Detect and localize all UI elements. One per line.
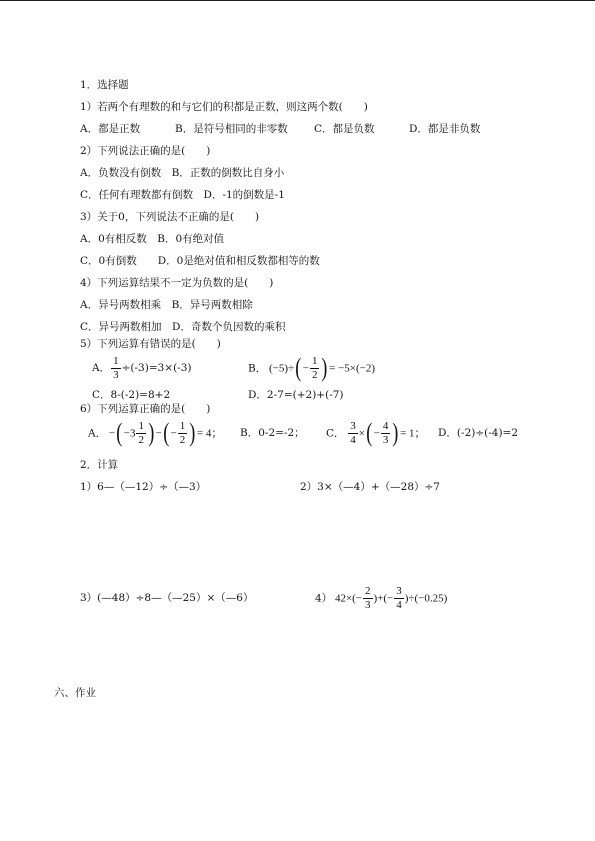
q6-a-frac2-num: 1	[179, 419, 186, 432]
q6-a-label: A．	[88, 427, 107, 440]
q5-a-label: A．	[92, 362, 111, 374]
q5-stem: 5）下列运算有错误的是( )	[80, 338, 221, 350]
q5-b-paren-close: )	[321, 353, 328, 383]
q6-c-paren-open: (	[366, 418, 373, 448]
page-top-border	[0, 0, 595, 1]
calc-p4-fraction2	[394, 586, 404, 611]
calc-p4-fraction1	[363, 586, 373, 611]
q6-c-minus: −	[373, 427, 380, 440]
q5-a-frac-num: 1	[113, 354, 119, 367]
q6-a-result: = 4	[196, 427, 212, 440]
q6-a-sep: ；	[211, 427, 223, 440]
q5-a-fraction	[111, 356, 121, 381]
q6-c-frac1-den: 4	[350, 433, 356, 446]
q6-option-a	[88, 418, 222, 448]
q5-b-right: = −5×(−2)	[329, 362, 375, 375]
q3-options-line2: C．0有倒数 D．0是绝对值和相反数都相等的数	[80, 255, 320, 267]
q6-c-paren-close: )	[392, 418, 399, 448]
q4-options-line1: A．异号两数相乘 B．异号两数相除	[80, 299, 253, 311]
q2-options-line2: C．任何有理数都有倒数 D．-1的倒数是-1	[80, 189, 285, 201]
q1-option-a: A．都是正数	[80, 123, 141, 135]
section1-title: 1．选择题	[80, 79, 129, 91]
q5-option-b	[248, 354, 375, 382]
calc-p4-frac1-den: 3	[365, 598, 371, 611]
q3-options-line1: A．0有相反数 B．0有绝对值	[80, 233, 225, 245]
q6-c-fraction1	[348, 421, 358, 446]
q6-c-label: C．	[326, 427, 345, 440]
q1-option-b: B．是符号相同的非零数	[175, 123, 288, 135]
q6-a-frac2-den: 2	[179, 433, 186, 446]
q6-a-frac1-den: 2	[138, 433, 144, 446]
q6-c-fraction2	[381, 421, 391, 446]
q1-option-c: C．都是负数	[314, 123, 375, 135]
q5-option-c: C．8-(-2)=8+2	[92, 389, 171, 401]
calc-problem-1: 1）6—（—12）÷（—3）	[80, 481, 207, 493]
calc-problem-4	[315, 583, 447, 613]
q5-b-minus: −	[302, 362, 309, 375]
q6-a-frac1-num: 1	[138, 419, 144, 432]
q6-a-int: −3	[123, 427, 136, 440]
q5-b-paren-open: (	[295, 353, 302, 383]
calc-p4-part-b: )+(−	[373, 592, 394, 605]
calc-problem-2: 2）3×（—4）+（—28）÷7	[300, 481, 440, 493]
q2-options-line1: A．负数没有倒数 B．正数的倒数比自身小	[80, 167, 285, 179]
q6-c-frac2-den: 3	[382, 433, 389, 446]
q6-a-fraction2	[178, 421, 188, 446]
q5-b-frac-num: 1	[311, 354, 318, 367]
q5-b-fraction	[310, 356, 320, 381]
q6-c-result: = 1	[400, 427, 415, 440]
q4-options-line2: C．异号两数相加 D．奇数个负因数的乘积	[80, 321, 286, 333]
q6-c-frac2-num: 4	[382, 419, 389, 432]
q6-a-prefix: −	[108, 427, 116, 440]
q6-c-times: ×	[358, 427, 366, 440]
q6-a-paren1-open: (	[116, 418, 123, 448]
q5-option-a	[92, 354, 192, 382]
section6-title: 六、作业	[54, 687, 96, 699]
q3-stem: 3）关于0，下列说法不正确的是( )	[80, 211, 260, 223]
q5-a-rest: ÷(-3)=3×(-3)	[121, 362, 192, 374]
q5-a-frac-den: 3	[113, 368, 119, 381]
q5-b-frac-den: 2	[311, 368, 318, 381]
q6-c-sep: ；	[414, 427, 426, 440]
q6-option-b: B．0-2=-2；	[240, 427, 305, 439]
q6-a-paren2-open: (	[163, 418, 170, 448]
calc-p4-part-c: )÷(−0.25)	[404, 592, 448, 605]
q4-stem: 4）下列运算结果不一定为负数的是( )	[80, 277, 274, 289]
q1-option-d: D．都是非负数	[409, 123, 481, 135]
q2-stem: 2）下列说法正确的是( )	[80, 145, 211, 157]
q6-a-fraction1	[136, 421, 146, 446]
q6-c-frac1-num: 3	[350, 419, 356, 432]
q5-b-label: B．	[248, 362, 267, 375]
q6-a-paren2-close: )	[189, 418, 196, 448]
calc-p4-frac2-num: 3	[396, 584, 402, 597]
q6-stem: 6）下列运算正确的是( )	[80, 403, 211, 415]
section2-title: 2．计算	[80, 459, 119, 471]
calc-p4-part-a: 42×(−	[334, 592, 363, 605]
q6-option-d: D．(-2)÷(-4)=2	[438, 427, 519, 439]
q1-stem: 1）若两个有理数的和与它们的积都是正数，则这两个数( )	[80, 101, 368, 113]
calc-p4-label: 4）	[315, 592, 333, 605]
q6-a-minus: −	[170, 427, 177, 440]
q5-b-left: (−5)÷	[268, 362, 295, 375]
q5-option-d: D．2-7=(+2)+(-7)	[248, 389, 344, 401]
q6-option-c	[326, 418, 426, 448]
calc-p4-frac1-num: 2	[365, 584, 371, 597]
q6-a-paren1-close: )	[148, 418, 155, 448]
calc-problem-3: 3）(—48）÷8—（—25）×（—6）	[80, 592, 254, 604]
calc-p4-frac2-den: 4	[396, 598, 402, 611]
q6-a-mid: −	[155, 427, 162, 440]
